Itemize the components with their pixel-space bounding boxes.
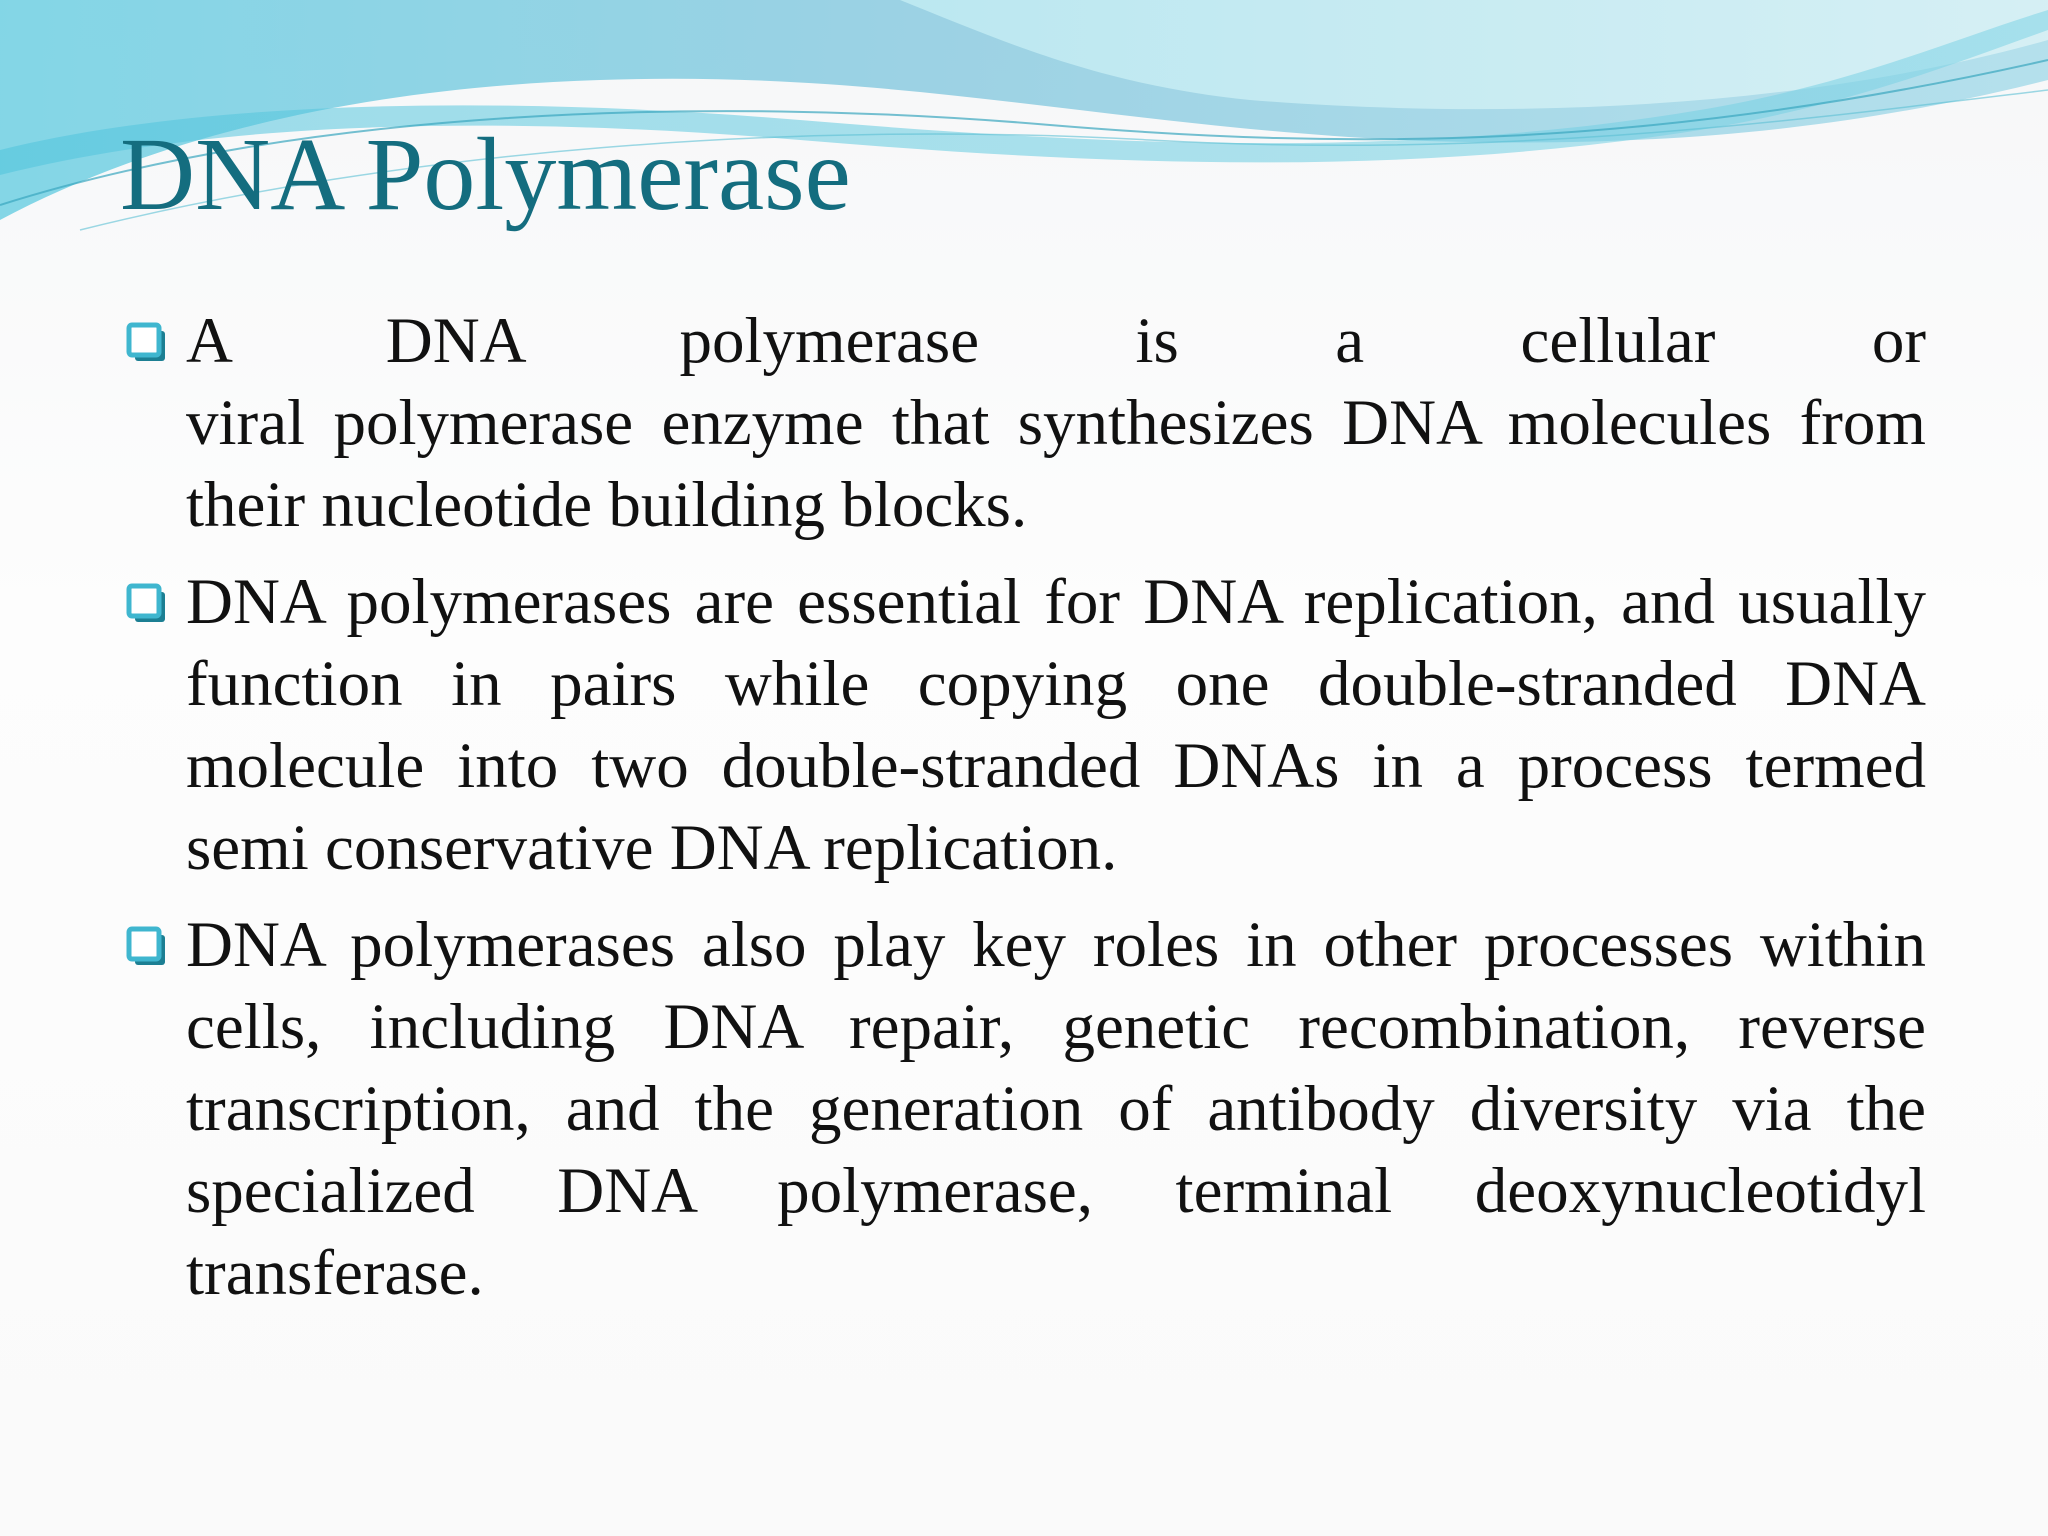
hollow-square-bullet-icon: [126, 583, 168, 625]
bullet-first-line: A DNA polymerase is a cellular or: [186, 305, 1926, 377]
bullet-item: [126, 300, 1926, 546]
bullet-item: [126, 561, 1926, 889]
bullet-continuation: viral polymerase enzyme that synthesizes DNA molecules from their nucleotide building blocks.: [186, 387, 1926, 541]
hollow-square-bullet-icon: [126, 926, 168, 968]
bullet-text: [186, 300, 1926, 546]
slide-title: DNA Polymerase: [120, 117, 851, 232]
bullet-text: DNA polymerases are essential for DNA replication, and usually function in pairs while copying one double-stranded DNA molecule into two double-stranded DNAs in a process termed semi conservative DNA replication.: [186, 566, 1926, 884]
bullet-text: DNA polymerases also play key roles in other processes within cells, including DNA repair, genetic recombination, reverse transcription, and the generation of antibody diversity via the specialized DNA polymerase, terminal deoxynucleotidyl transferase.: [186, 909, 1926, 1309]
bullet-list: [126, 300, 1926, 1329]
hollow-square-bullet-icon: [126, 322, 168, 364]
bullet-item: [126, 904, 1926, 1314]
